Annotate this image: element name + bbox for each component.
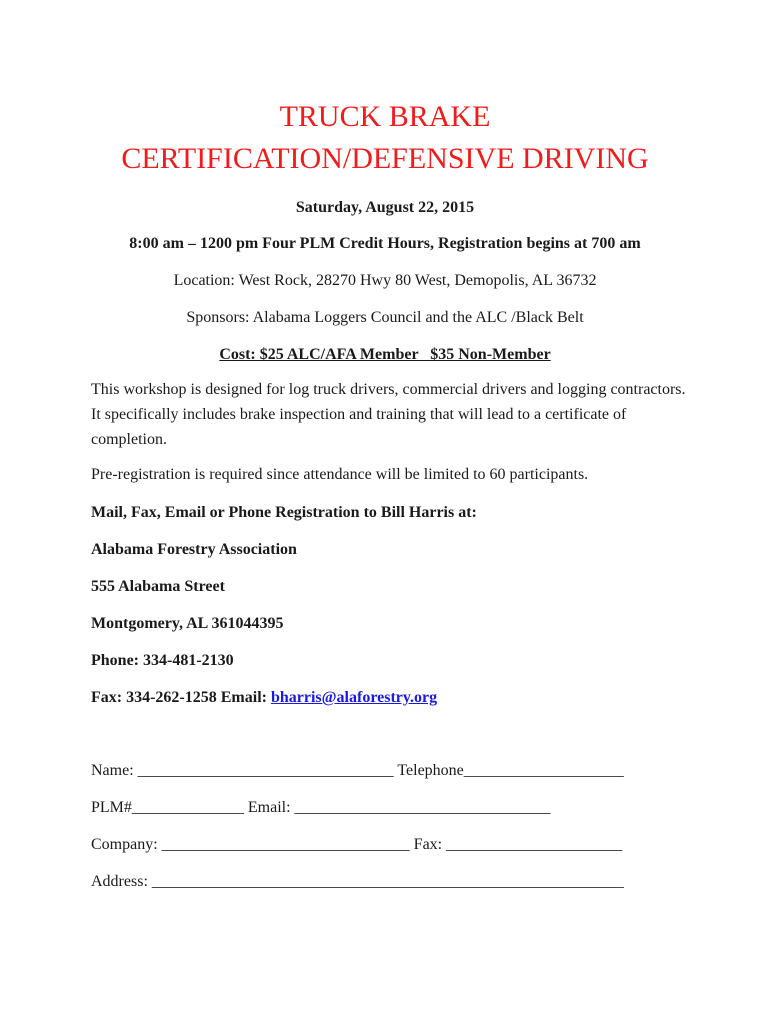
title-line-2: CERTIFICATION/DEFENSIVE DRIVING: [121, 142, 649, 175]
contact-street: 555 Alabama Street: [91, 578, 225, 595]
preregistration-note: Pre-registration is required since attendance will be limited to 60 participants.: [91, 466, 589, 483]
contact-city: Montgomery, AL 361044395: [91, 615, 284, 632]
form-row-address[interactable]: Address: ___________________________________________________________: [91, 873, 624, 890]
description-paragraph: This workshop is designed for log truck drivers, commercial drivers and logging contractors. It specifically includes brake inspection and training that will lead to a certificate of completion.: [91, 381, 686, 448]
event-location: Location: West Rock, 28270 Hwy 80 West, Demopolis, AL 36732: [173, 272, 597, 289]
registration-heading: Mail, Fax, Email or Phone Registration to Bill Harris at:: [91, 504, 477, 521]
form-row-company-fax[interactable]: Company: _______________________________ Fax: ______________________: [91, 836, 623, 853]
event-date: Saturday, August 22, 2015: [295, 199, 475, 216]
event-cost: Cost: $25 ALC/AFA Member $35 Non-Member: [219, 346, 551, 363]
title-line-1: TRUCK BRAKE: [279, 100, 491, 133]
form-row-name-telephone[interactable]: Name: ________________________________ Telephone____________________: [91, 762, 624, 779]
event-hours: 8:00 am – 1200 pm Four PLM Credit Hours, Registration begins at 700 am: [129, 235, 641, 252]
fax-label: Fax: 334-262-1258 Email:: [91, 689, 271, 706]
contact-phone: Phone: 334-481-2130: [91, 652, 234, 669]
contact-fax-email: [91, 687, 437, 709]
form-row-plm-email[interactable]: PLM#______________ Email: ________________________________: [91, 799, 551, 816]
event-sponsors: Sponsors: Alabama Loggers Council and the ALC /Black Belt: [186, 309, 584, 326]
email-link[interactable]: bharris@alaforestry.org: [270, 689, 438, 706]
contact-organization: Alabama Forestry Association: [91, 541, 297, 558]
